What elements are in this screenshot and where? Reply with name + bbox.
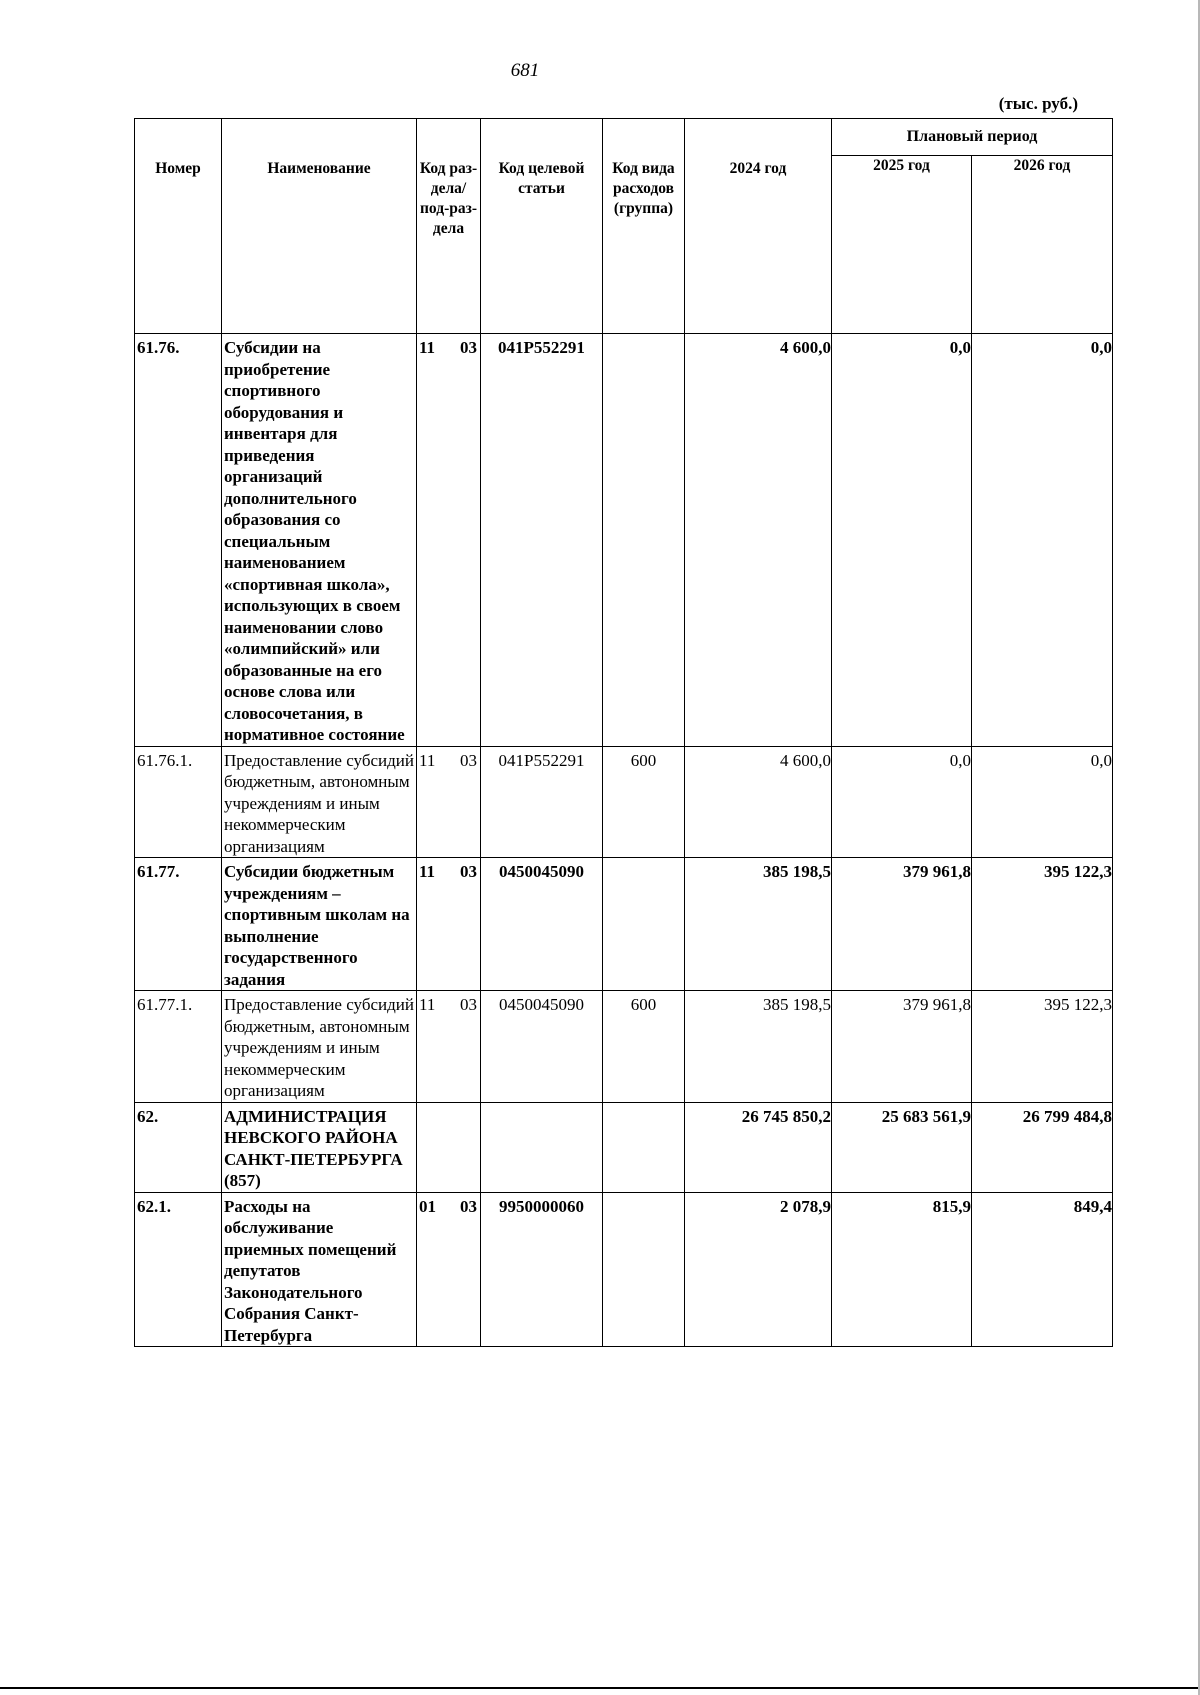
table-body — [135, 334, 1113, 1347]
row-amount-2024: 26 745 850,2 — [685, 1102, 832, 1192]
row-number: 61.77.1. — [135, 991, 222, 1103]
row-section-code — [417, 1102, 481, 1192]
row-number: 62.1. — [135, 1192, 222, 1347]
row-name: Субсидии бюджетным учреждениям – спортивным школам на выполнение государственного задания — [222, 858, 417, 991]
row-amount-2026: 0,0 — [972, 334, 1113, 747]
row-name: АДМИНИСТРАЦИЯ НЕВСКОГО РАЙОНА САНКТ-ПЕТЕРБУРГА (857) — [222, 1102, 417, 1192]
table-row — [135, 1102, 1113, 1192]
row-amount-2024: 4 600,0 — [685, 746, 832, 858]
row-section: 01 — [419, 1196, 436, 1216]
row-section-code — [417, 858, 481, 991]
row-amount-2024: 2 078,9 — [685, 1192, 832, 1347]
row-number: 61.77. — [135, 858, 222, 991]
header-target-code: Код целевой статьи — [481, 119, 603, 334]
row-expense-group: 600 — [603, 746, 685, 858]
table-header — [135, 119, 1113, 334]
row-name: Предоставление субсидий бюджетным, автономным учреждениям и иным некоммерческим организациям — [222, 991, 417, 1103]
row-name: Субсидии на приобретение спортивного оборудования и инвентаря для приведения организаций дополнительного образования со специальным наименованием «спортивная школа», использующих в своем наименовании слово «олимпийский» или образованные на его основе слова или словосочетания, в нормативное состояние — [222, 334, 417, 747]
row-amount-2025: 815,9 — [832, 1192, 972, 1347]
row-expense-group: 600 — [603, 991, 685, 1103]
row-amount-2025: 0,0 — [832, 746, 972, 858]
row-target-code: 9950000060 — [481, 1192, 603, 1347]
table-row — [135, 858, 1113, 991]
row-amount-2024: 385 198,5 — [685, 991, 832, 1103]
row-section-code — [417, 334, 481, 747]
row-subsection: 03 — [460, 1196, 477, 1216]
row-amount-2026: 26 799 484,8 — [972, 1102, 1113, 1192]
header-expense-type-code: Код вида расходов (группа) — [603, 119, 685, 334]
row-section-code — [417, 1192, 481, 1347]
row-amount-2026: 849,4 — [972, 1192, 1113, 1347]
header-year-2024: 2024 год — [685, 119, 832, 334]
row-section-code — [417, 991, 481, 1103]
table-row — [135, 334, 1113, 747]
row-number: 62. — [135, 1102, 222, 1192]
row-expense-group — [603, 1192, 685, 1347]
row-amount-2025: 0,0 — [832, 334, 972, 747]
row-section: 11 — [419, 750, 436, 770]
row-number: 61.76.1. — [135, 746, 222, 858]
header-name: Наименование — [222, 119, 417, 334]
row-name: Расходы на обслуживание приемных помещений депутатов Законодательного Собрания Санкт-Петербурга — [222, 1192, 417, 1347]
table-row — [135, 991, 1113, 1103]
row-amount-2024: 385 198,5 — [685, 858, 832, 991]
row-expense-group — [603, 334, 685, 747]
row-section: 11 — [419, 338, 436, 357]
row-amount-2025: 25 683 561,9 — [832, 1102, 972, 1192]
row-target-code — [481, 1102, 603, 1192]
row-subsection: 03 — [460, 995, 477, 1014]
row-section-code — [417, 746, 481, 858]
row-amount-2025: 379 961,8 — [832, 858, 972, 991]
row-subsection: 03 — [460, 750, 477, 770]
header-planned-period: Плановый период — [832, 119, 1113, 156]
row-section: 11 — [419, 862, 436, 881]
row-amount-2025: 379 961,8 — [832, 991, 972, 1103]
header-section-code: Код раз-дела/ под-раз-дела — [417, 119, 481, 334]
row-name: Предоставление субсидий бюджетным, автономным учреждениям и иным некоммерческим организациям — [222, 746, 417, 858]
row-target-code: 041P552291 — [481, 334, 603, 747]
header-year-2026: 2026 год — [972, 156, 1113, 334]
page-number: 681 — [510, 60, 540, 81]
row-number: 61.76. — [135, 334, 222, 747]
row-amount-2026: 0,0 — [972, 746, 1113, 858]
row-section: 11 — [419, 995, 436, 1014]
table-row — [135, 1192, 1113, 1347]
row-target-code: 041P552291 — [481, 746, 603, 858]
table-row — [135, 746, 1113, 858]
header-year-2025: 2025 год — [832, 156, 972, 334]
budget-table — [134, 118, 1113, 1347]
row-amount-2026: 395 122,3 — [972, 858, 1113, 991]
scan-bottom-line — [0, 1687, 1200, 1689]
row-subsection: 03 — [460, 862, 477, 881]
row-target-code: 0450045090 — [481, 858, 603, 991]
row-expense-group — [603, 1102, 685, 1192]
row-subsection: 03 — [460, 338, 477, 357]
unit-label: (тыс. руб.) — [998, 94, 1078, 113]
row-amount-2024: 4 600,0 — [685, 334, 832, 747]
row-amount-2026: 395 122,3 — [972, 991, 1113, 1103]
header-number: Номер — [135, 119, 222, 334]
row-expense-group — [603, 858, 685, 991]
row-target-code: 0450045090 — [481, 991, 603, 1103]
